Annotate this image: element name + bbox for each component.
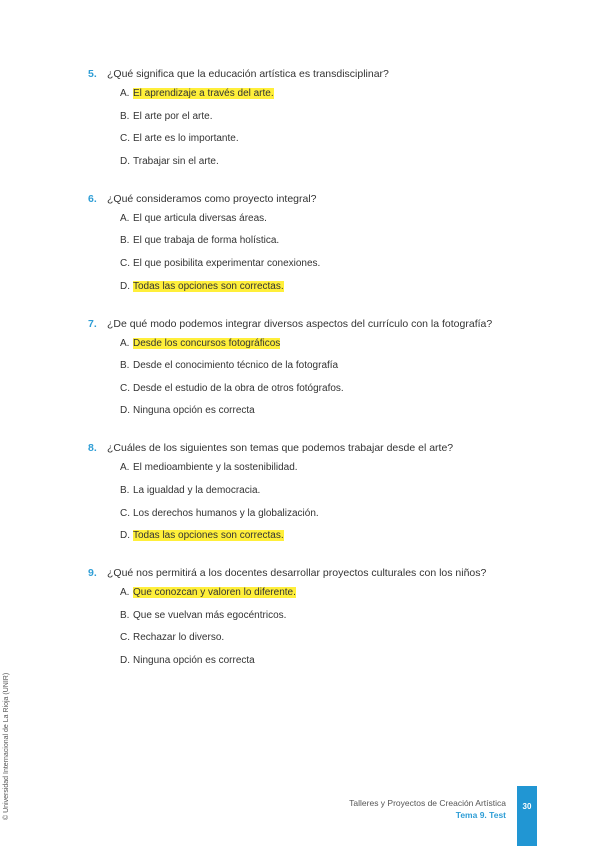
answer-option: [120, 461, 528, 475]
answer-option: [120, 359, 528, 373]
option-letter: D.: [120, 530, 130, 542]
answer-option: [120, 132, 528, 146]
answer-option: [120, 234, 528, 248]
page-number-tab: [517, 786, 537, 846]
option-text: El que posibilita experimentar conexiones.: [133, 257, 321, 269]
answer-option: [120, 631, 528, 645]
question-list: [88, 66, 528, 668]
answer-option: [120, 404, 528, 418]
question-line: [88, 565, 528, 581]
option-letter: D.: [120, 280, 130, 292]
footer-section: Tema 9. Test: [455, 810, 506, 820]
question-line: [88, 66, 528, 82]
answer-option: [120, 586, 528, 600]
quiz-content: [88, 66, 528, 690]
question-number: 8.: [88, 442, 97, 455]
option-letter: D.: [120, 654, 130, 666]
answer-option: [120, 337, 528, 351]
option-text: Desde el estudio de la obra de otros fotógrafos.: [133, 382, 344, 394]
question-text: ¿Cuáles de los siguientes son temas que podemos trabajar desde el arte?: [107, 442, 454, 455]
option-letter: D.: [120, 405, 130, 417]
answer-option: [120, 382, 528, 396]
option-text: Rechazar lo diverso.: [133, 632, 225, 644]
answer-option: [120, 257, 528, 271]
answer-options: [120, 87, 528, 169]
question-9: [88, 565, 528, 668]
answer-option: [120, 654, 528, 668]
answer-option: [120, 155, 528, 169]
option-letter: B.: [120, 110, 130, 122]
answer-options: [120, 337, 528, 419]
answer-option: [120, 87, 528, 101]
option-letter: A.: [120, 337, 130, 349]
option-letter: C.: [120, 507, 130, 519]
answer-options: [120, 461, 528, 543]
question-text: ¿Qué consideramos como proyecto integral?: [107, 192, 317, 205]
option-letter: A.: [120, 587, 130, 599]
answer-option: [120, 484, 528, 498]
question-text: ¿De qué modo podemos integrar diversos aspectos del currículo con la fotografía?: [107, 317, 493, 330]
answer-option: [120, 529, 528, 543]
option-text: El arte por el arte.: [133, 110, 213, 122]
correct-answer-highlight: Todas las opciones son correctas.: [133, 530, 284, 542]
option-text: El arte es lo importante.: [133, 133, 239, 145]
option-letter: D.: [120, 155, 130, 167]
option-text: Los derechos humanos y la globalización.: [133, 507, 319, 519]
question-number: 9.: [88, 567, 97, 580]
answer-option: [120, 507, 528, 521]
option-text: La igualdad y la democracia.: [133, 484, 261, 496]
answer-option: [120, 609, 528, 623]
question-number: 7.: [88, 317, 97, 330]
question-number: 5.: [88, 68, 97, 80]
option-letter: B.: [120, 235, 130, 247]
option-letter: C.: [120, 632, 130, 644]
question-number: 6.: [88, 192, 97, 205]
answer-option: [120, 110, 528, 124]
option-text: El medioambiente y la sostenibilidad.: [133, 462, 298, 474]
copyright-notice: © Universidad Internacional de La Rioja (UNIR): [3, 672, 10, 820]
option-letter: A.: [120, 462, 130, 474]
answer-option: [120, 280, 528, 294]
question-8: [88, 440, 528, 543]
question-5: [88, 66, 528, 169]
question-line: [88, 191, 528, 207]
correct-answer-highlight: El aprendizaje a través del arte.: [133, 88, 274, 99]
option-letter: C.: [120, 382, 130, 394]
footer-course-title: Talleres y Proyectos de Creación Artística: [349, 798, 506, 808]
correct-answer-highlight: Que conozcan y valoren lo diferente.: [133, 587, 296, 599]
question-line: [88, 440, 528, 456]
option-letter: C.: [120, 133, 130, 145]
question-line: [88, 316, 528, 332]
answer-options: [120, 586, 528, 668]
question-text: ¿Qué nos permitirá a los docentes desarrollar proyectos culturales con los niños?: [107, 567, 487, 580]
option-text: El que articula diversas áreas.: [133, 212, 267, 224]
answer-option: [120, 212, 528, 226]
page-number: 30: [522, 802, 532, 811]
option-letter: B.: [120, 484, 130, 496]
option-letter: B.: [120, 609, 130, 621]
option-text: Trabajar sin el arte.: [133, 155, 219, 167]
option-text: El que trabaja de forma holística.: [133, 235, 280, 247]
correct-answer-highlight: Todas las opciones son correctas.: [133, 280, 284, 292]
option-letter: A.: [120, 212, 130, 224]
option-text: Ninguna opción es correcta: [133, 654, 255, 666]
option-text: Ninguna opción es correcta: [133, 405, 255, 417]
option-text: Que se vuelvan más egocéntricos.: [133, 609, 287, 621]
page-footer: [349, 797, 506, 821]
question-text: ¿Qué significa que la educación artística es transdisciplinar?: [107, 68, 389, 80]
question-7: [88, 316, 528, 419]
option-letter: A.: [120, 88, 130, 99]
option-letter: B.: [120, 360, 130, 372]
correct-answer-highlight: Desde los concursos fotográficos: [133, 337, 281, 349]
question-6: [88, 191, 528, 294]
answer-options: [120, 212, 528, 294]
option-letter: C.: [120, 257, 130, 269]
option-text: Desde el conocimiento técnico de la fotografía: [133, 360, 339, 372]
